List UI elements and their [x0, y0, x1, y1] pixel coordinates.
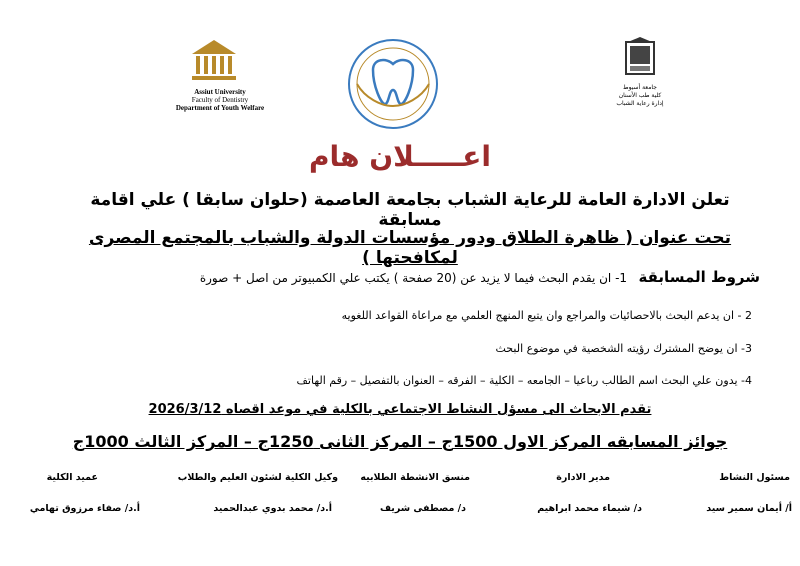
signature-name-1: أ/ أيمان سمير سيد [706, 503, 792, 514]
intro-line-2: تحت عنوان ( ظاهرة الطلاق ودور مؤسسات الدولة والشباب بالمجتمع المصرى لمكافحتها ) [88, 228, 732, 268]
signature-name-3: د/ مصطفى شريف [379, 503, 466, 514]
condition-item-4: 4- يدون علي البحث اسم الطالب رباعيا – الجامعه – الكلية – الفرقه – العنوان بالتفصيل – رقم الهاتف [296, 374, 752, 387]
header-arabic-line3: إدارة رعاية الشباب [616, 100, 664, 107]
signature-name-2: د/ شيماء محمد ابراهيم [537, 503, 642, 514]
conditions-heading: شروط المسابقة [638, 268, 760, 286]
signature-name-4: أ.د/ محمد بدوي عبدالحميد [213, 503, 332, 514]
condition-item-2: 2 - ان يدعم البحث بالاحصائيات والمراجع وان يتبع المنهج العلمي مع مراعاة القواعد اللغويه [341, 309, 752, 322]
prizes-line: جوائز المسابقه المركز الاول 1500ج – المركز الثانى 1250ج – المركز الثالث 1000ج [72, 432, 728, 451]
intro-line-1: تعلن الادارة العامة للرعاية الشباب بجامعة العاصمة (حلوان سابقا ) علي اقامة مسابقة [90, 190, 730, 230]
conditions-first-line [200, 268, 760, 286]
signature-title-3: منسق الانشطة الطلابيه [360, 472, 470, 483]
condition-item-3: 3- ان يوضح المشترك رؤيته الشخصية في موضوع البحث [495, 342, 752, 355]
header-english-line1: Assiut University [194, 88, 246, 96]
signature-title-4: وكيل الكلية لشئون العليم والطلاب [177, 472, 338, 483]
signature-title-1: مسئول النشاط [719, 472, 790, 483]
dental-faculty-logo-icon [343, 34, 443, 134]
header-arabic-line1: جامعة أسيوط [623, 84, 657, 91]
condition-item-1: 1- ان يقدم البحث فيما لا يزيد عن (20 صفحة ) يكتب علي الكمبيوتر من اصل + صورة [199, 271, 628, 285]
submission-deadline: تقدم الابحاث الى مسؤل النشاط الاجتماعي بالكلية في موعد اقصاه 2026/3/12 [148, 402, 652, 417]
signature-title-5: عميد الكلية [46, 472, 98, 483]
header-english-line3: Department of Youth Welfare [175, 104, 265, 112]
university-emblem-right-icon [620, 36, 660, 80]
university-emblem-left-icon [186, 36, 242, 84]
header-english-line2: Faculty of Dentistry [191, 96, 249, 104]
signature-title-2: مدير الادارة [556, 472, 610, 483]
header-arabic-line2: كلية طب الأسنان [618, 92, 662, 99]
announcement-headline: اعـــــلان هام [309, 140, 491, 173]
signature-name-5: أ.د/ صفاء مرزوق تهامي [29, 503, 140, 514]
